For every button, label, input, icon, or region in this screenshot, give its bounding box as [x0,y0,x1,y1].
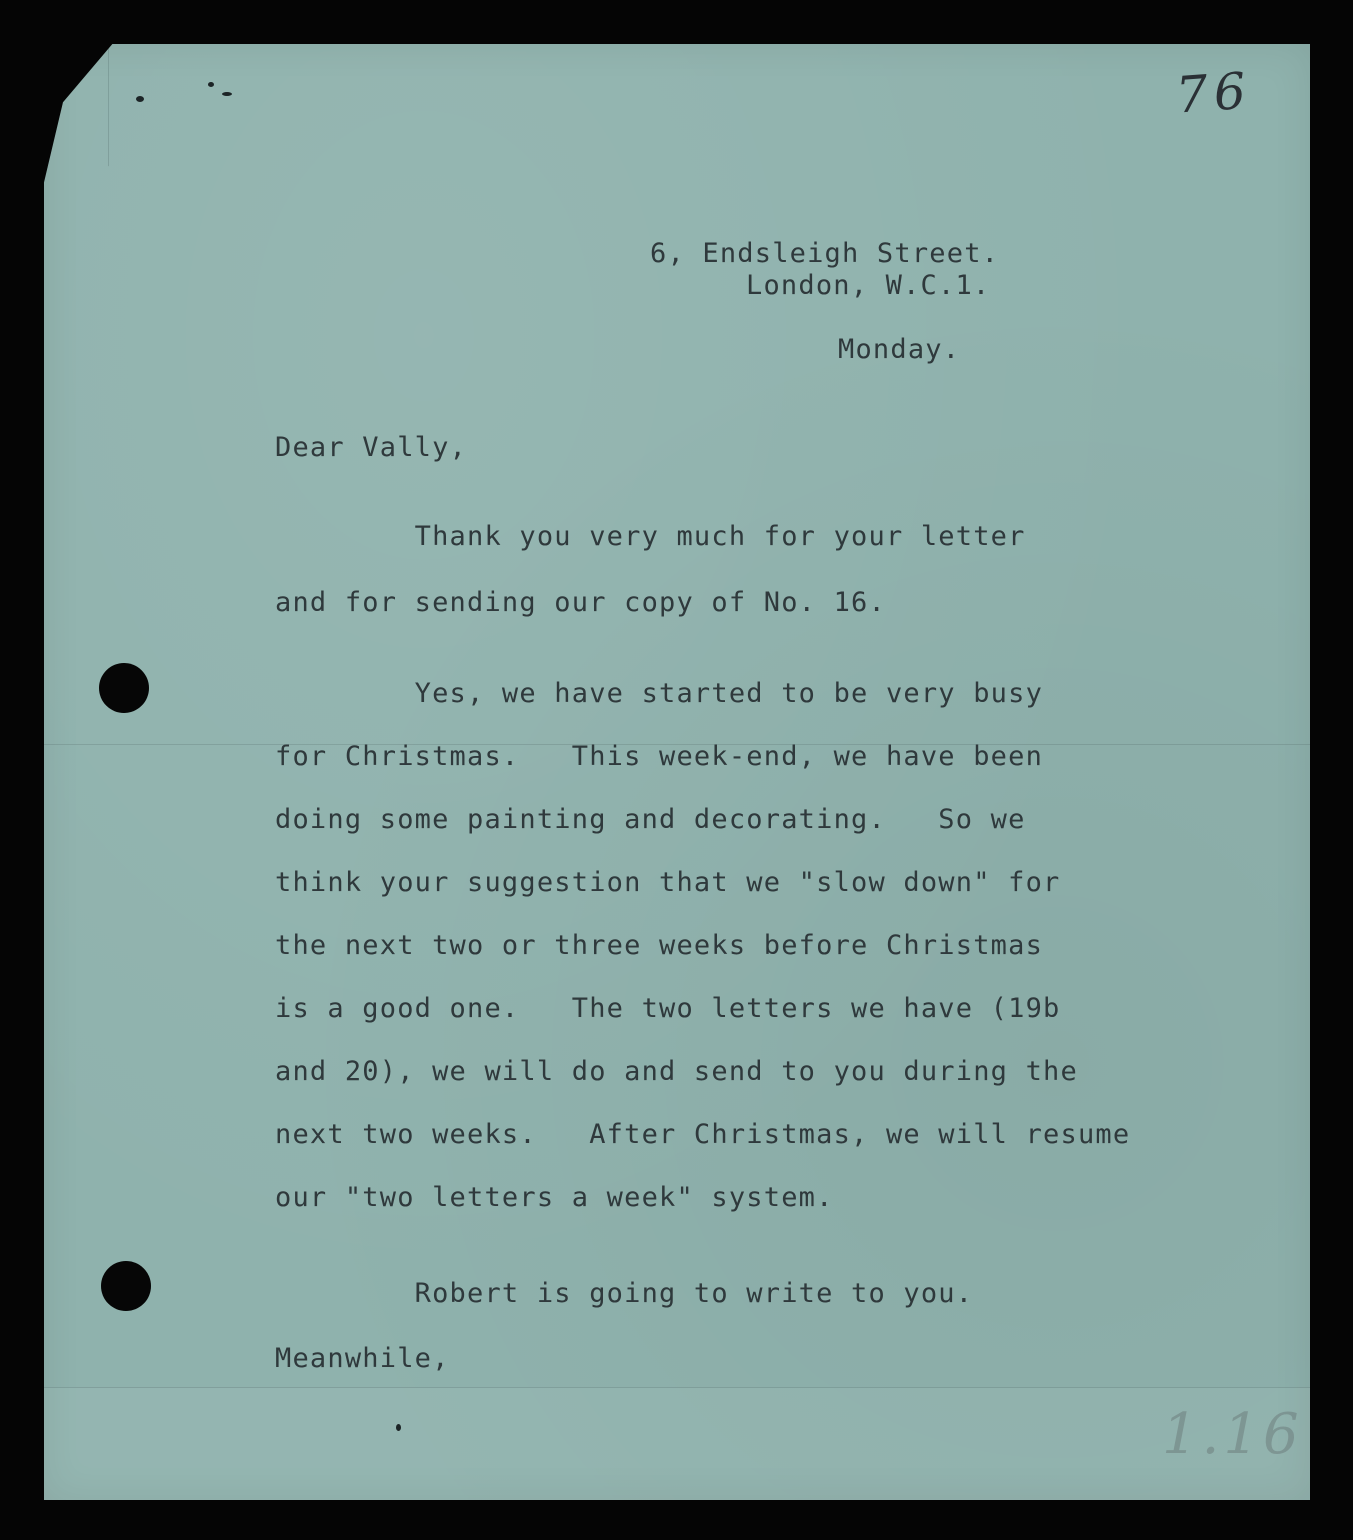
punch-hole-top [99,663,149,713]
ink-speck [222,92,232,96]
salutation: Dear Vally, [275,432,468,463]
body-line: next two weeks. After Christmas, we will resume [275,1119,1131,1150]
body-line: think your suggestion that we "slow down" for [275,867,1061,898]
body-line: for Christmas. This week-end, we have been [275,741,1044,772]
pencil-annotation: 1.16 [1162,1402,1303,1467]
ink-speck [396,1424,401,1431]
body-line: is a good one. The two letters we have (19b [275,993,1061,1024]
body-line: and for sending our copy of No. 16. [275,587,886,618]
folded-bottom-edge [44,1387,1310,1501]
handwritten-page-number: 76 [1174,61,1254,125]
body-line: and 20), we will do and send to you during the [275,1056,1078,1087]
body-line: Meanwhile, [275,1343,450,1374]
address-line-1: 6, Endsleigh Street. [650,238,1000,269]
ink-speck [136,96,144,102]
body-line: doing some painting and decorating. So we [275,804,1026,835]
address-line-2: London, W.C.1. [746,270,991,301]
body-line: the next two or three weeks before Christmas [275,930,1044,961]
body-line: Robert is going to write to you. [275,1278,974,1309]
body-line: Yes, we have started to be very busy [275,678,1044,709]
letter-date: Monday. [838,334,961,365]
body-line: our "two letters a week" system. [275,1182,834,1213]
torn-corner [46,46,109,202]
body-line: Thank you very much for your letter [275,521,1026,552]
ink-speck [208,82,214,87]
punch-hole-bottom [101,1261,151,1311]
